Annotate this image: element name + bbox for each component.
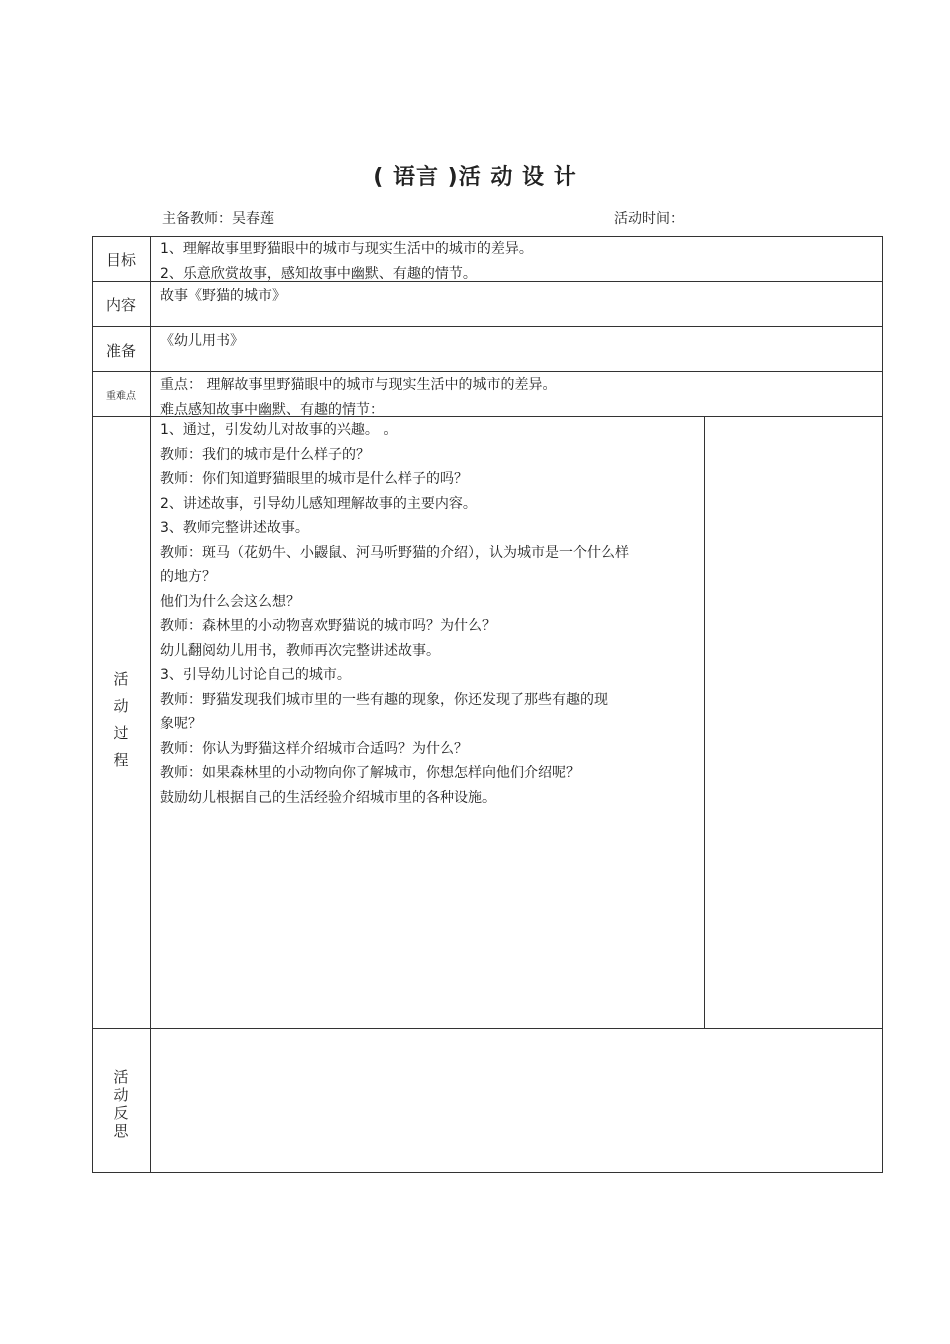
process-line: 教师：我们的城市是什么样子的？ <box>160 446 370 463</box>
process-line: 幼儿翻阅幼儿用书，教师再次完整讲述故事。 <box>160 642 440 659</box>
process-label-char: 活 <box>113 670 129 688</box>
table-rule <box>92 371 883 372</box>
key-line: 难点感知故事中幽默、有趣的情节： <box>160 401 384 418</box>
process-line: 的地方？ <box>160 569 216 585</box>
process-line: 教师：斑马（花奶牛、小鼹鼠、河马听野猫的介绍），认为城市是一个什么样 <box>160 544 629 561</box>
goal-line: 2、乐意欣赏故事，感知故事中幽默、有趣的情节。 <box>160 265 477 282</box>
prep-text: 《幼儿用书》 <box>160 333 244 349</box>
table-rule <box>92 236 93 1173</box>
reflection-label-char: 动 <box>113 1086 129 1104</box>
activity-time: 活动时间： <box>614 211 684 227</box>
process-label-char: 程 <box>113 751 129 769</box>
process-line: 鼓励幼儿根据自己的生活经验介绍城市里的各种设施。 <box>160 789 496 806</box>
prep-label: 准备 <box>105 342 136 360</box>
process-line: 3、教师完整讲述故事。 <box>160 520 309 536</box>
reflection-label-char: 思 <box>113 1122 129 1140</box>
key-line: 重点： 理解故事里野猫眼中的城市与现实生活中的城市的差异。 <box>160 377 557 393</box>
content-text: 故事《野猫的城市》 <box>160 288 286 304</box>
process-line: 教师：如果森林里的小动物向你了解城市，你想怎样向他们介绍呢？ <box>160 765 580 781</box>
table-rule <box>150 236 151 1173</box>
table-rule <box>704 416 705 1028</box>
reflection-label-char: 反 <box>113 1104 129 1122</box>
teacher-name: 主备教师：吴春莲 <box>162 211 274 227</box>
table-rule <box>882 236 883 1173</box>
reflection-label-char: 活 <box>113 1068 129 1086</box>
goal-line: 1、理解故事里野猫眼中的城市与现实生活中的城市的差异。 <box>160 241 533 257</box>
process-line: 3、引导幼儿讨论自己的城市。 <box>160 667 351 683</box>
process-line: 教师：野猫发现我们城市里的一些有趣的现象，你还发现了那些有趣的现 <box>160 691 608 708</box>
reflection-label <box>111 1068 131 1140</box>
key-label: 重难点 <box>106 391 136 402</box>
process-label-char: 过 <box>113 724 129 742</box>
table-rule <box>92 1028 883 1029</box>
process-line: 他们为什么会这么想？ <box>160 593 300 610</box>
content-label: 内容 <box>105 296 136 314</box>
process-line: 教师：你们知道野猫眼里的城市是什么样子的吗？ <box>160 471 468 487</box>
lesson-plan-table <box>92 236 883 1173</box>
process-line: 2、讲述故事，引导幼儿感知理解故事的主要内容。 <box>160 495 477 512</box>
process-line: 1、通过，引发幼儿对故事的兴趣。 。 <box>160 422 398 438</box>
key-text <box>160 373 556 422</box>
process-text <box>160 418 629 810</box>
process-line: 教师：森林里的小动物喜欢野猫说的城市吗？为什么？ <box>160 618 496 634</box>
process-label-char: 动 <box>113 697 129 715</box>
table-rule <box>92 326 883 327</box>
table-rule <box>92 1172 883 1173</box>
process-line: 教师：你认为野猫这样介绍城市合适吗？为什么？ <box>160 740 468 757</box>
process-line: 象呢？ <box>160 716 202 732</box>
process-label <box>111 666 131 774</box>
document-title: ( 语言 )活 动 设 计 <box>373 165 577 190</box>
goal-label: 目标 <box>105 251 136 269</box>
goal-text <box>160 237 533 286</box>
